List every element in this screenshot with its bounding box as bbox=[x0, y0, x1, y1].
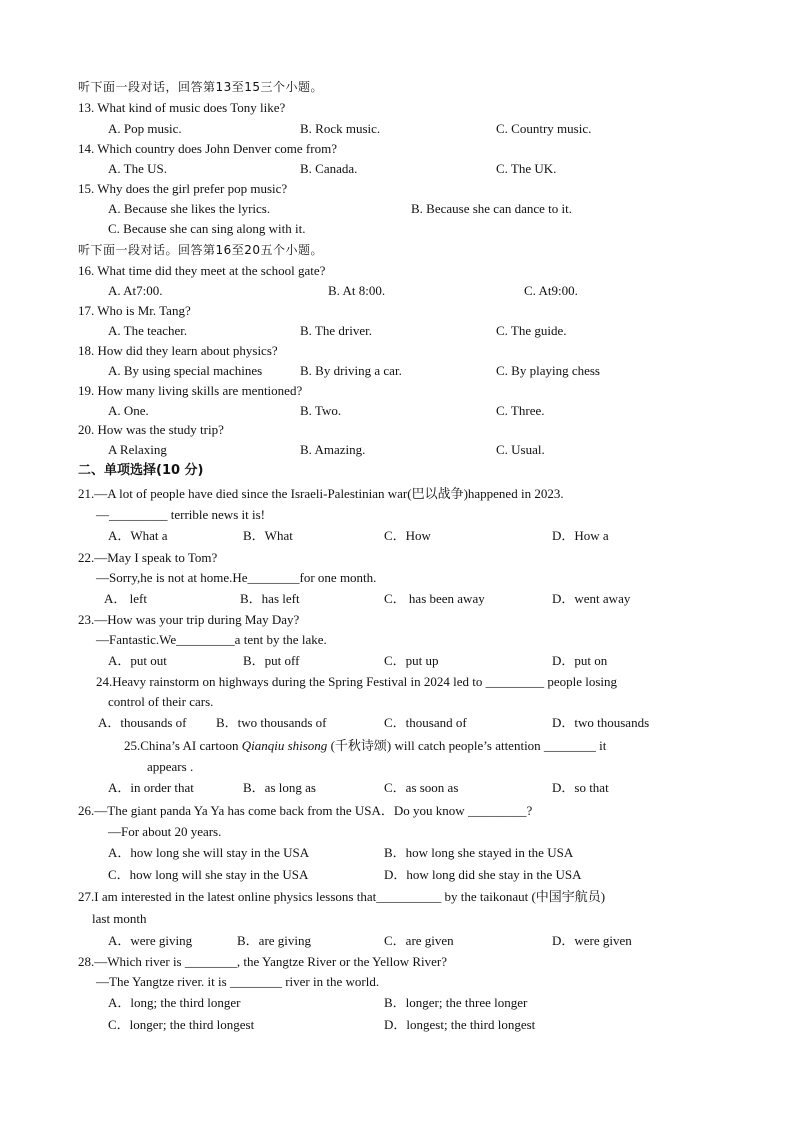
q22-option-b: B．has left bbox=[240, 591, 300, 606]
q21-option-a: A．What a bbox=[108, 528, 168, 543]
q19-option-c: C. Three. bbox=[496, 403, 545, 418]
q17-option-a: A. The teacher. bbox=[108, 323, 188, 338]
q23-option-d: D．put on bbox=[552, 653, 608, 668]
q15-option-a: A. Because she likes the lyrics. bbox=[108, 201, 271, 216]
q17-option-c: C. The guide. bbox=[496, 323, 567, 338]
q17-option-b: B. The driver. bbox=[300, 323, 372, 338]
q26-option-b: B．how long she stayed in the USA bbox=[384, 845, 574, 860]
q19-option-a: A. One. bbox=[108, 403, 149, 418]
q23-option-a: A．put out bbox=[108, 653, 167, 668]
q21-option-b: B．What bbox=[243, 528, 293, 543]
question-21-line-2: —_________ terrible news it is! bbox=[96, 507, 265, 522]
q14-option-c: C. The UK. bbox=[496, 161, 557, 176]
question-16: 16. What time did they meet at the school gate? bbox=[78, 263, 326, 278]
q13-option-c: C. Country music. bbox=[496, 121, 592, 136]
q22-option-d: D．went away bbox=[552, 591, 631, 606]
q25-option-c: C．as soon as bbox=[384, 780, 459, 795]
q21-option-c: C．How bbox=[384, 528, 431, 543]
question-25-pre: 25.China’s AI cartoon bbox=[124, 738, 242, 753]
question-24-line-2: control of their cars. bbox=[108, 694, 214, 709]
q15-option-c: C. Because she can sing along with it. bbox=[108, 221, 306, 236]
question-27: 27.I am interested in the latest online physics lessons that__________ by the taikonaut (中国宇航员) bbox=[78, 889, 606, 904]
q19-option-b: B. Two. bbox=[300, 403, 342, 418]
q23-option-b: B．put off bbox=[243, 653, 300, 668]
question-22: 22.—May I speak to Tom? bbox=[78, 550, 218, 565]
question-25-post: (千秋诗颂) will catch people’s attention ________ it bbox=[327, 738, 607, 753]
q28-option-d: D．longest; the third longest bbox=[384, 1017, 536, 1032]
q22-option-a: A． left bbox=[104, 591, 147, 606]
q18-option-a: A. By using special machines bbox=[108, 363, 263, 378]
q20-option-b: B. Amazing. bbox=[300, 442, 366, 457]
q13-option-b: B. Rock music. bbox=[300, 121, 381, 136]
q25-option-b: B．as long as bbox=[243, 780, 316, 795]
cartoon-title: Qianqiu shisong bbox=[241, 738, 328, 753]
q28-option-c: C．longer; the third longest bbox=[108, 1017, 255, 1032]
section-2-title: 二、单项选择(10 分) bbox=[78, 463, 204, 478]
q21-option-d: D．How a bbox=[552, 528, 609, 543]
q23-option-c: C．put up bbox=[384, 653, 439, 668]
q18-option-c: C. By playing chess bbox=[496, 363, 600, 378]
q14-option-b: B. Canada. bbox=[300, 161, 358, 176]
question-21: 21.—A lot of people have died since the Israeli-Palestinian war(巴以战争)happened in 2023. bbox=[78, 486, 564, 501]
question-25-line-2: appears . bbox=[147, 759, 194, 774]
q24-option-a: A．thousands of bbox=[98, 715, 187, 730]
q27-option-c: C．are given bbox=[384, 933, 454, 948]
question-22-line-2: —Sorry,he is not at home.He________for one month. bbox=[96, 570, 377, 585]
question-26-line-2: —For about 20 years. bbox=[108, 824, 222, 839]
q15-option-b: B. Because she can dance to it. bbox=[411, 201, 572, 216]
q22-option-c: C． has been away bbox=[384, 591, 485, 606]
q27-option-b: B．are giving bbox=[237, 933, 312, 948]
q16-option-a: A. At7:00. bbox=[108, 283, 163, 298]
question-24: 24.Heavy rainstorm on highways during the Spring Festival in 2024 led to _________ people losing bbox=[96, 674, 618, 689]
q13-option-a: A. Pop music. bbox=[108, 121, 182, 136]
listening-header-2: 听下面一段对话。回答第16至20五个小题。 bbox=[78, 243, 324, 257]
q27-option-d: D．were given bbox=[552, 933, 632, 948]
q25-option-a: A．in order that bbox=[108, 780, 194, 795]
q24-option-b: B．two thousands of bbox=[216, 715, 327, 730]
q25-option-d: D．so that bbox=[552, 780, 609, 795]
question-27-line-2: last month bbox=[92, 911, 147, 926]
q28-option-b: B．longer; the three longer bbox=[384, 995, 528, 1010]
question-28-line-2: —The Yangtze river. it is ________ river in the world. bbox=[96, 974, 380, 989]
q28-option-a: A．long; the third longer bbox=[108, 995, 241, 1010]
question-19: 19. How many living skills are mentioned? bbox=[78, 383, 303, 398]
question-25 bbox=[124, 738, 606, 754]
question-28: 28.—Which river is ________, the Yangtze River or the Yellow River? bbox=[78, 954, 448, 969]
question-15: 15. Why does the girl prefer pop music? bbox=[78, 181, 288, 196]
question-14: 14. Which country does John Denver come from? bbox=[78, 141, 337, 156]
question-17: 17. Who is Mr. Tang? bbox=[78, 303, 191, 318]
q16-option-b: B. At 8:00. bbox=[328, 283, 386, 298]
question-13: 13. What kind of music does Tony like? bbox=[78, 100, 286, 115]
question-20: 20. How was the study trip? bbox=[78, 422, 224, 437]
q24-option-c: C．thousand of bbox=[384, 715, 467, 730]
q26-option-c: C．how long will she stay in the USA bbox=[108, 867, 309, 882]
question-26: 26.—The giant panda Ya Ya has come back from the USA．Do you know _________? bbox=[78, 803, 533, 818]
q24-option-d: D．two thousands bbox=[552, 715, 650, 730]
q26-option-d: D．how long did she stay in the USA bbox=[384, 867, 582, 882]
question-23-line-2: —Fantastic.We_________a tent by the lake. bbox=[96, 632, 327, 647]
q16-option-c: C. At9:00. bbox=[524, 283, 578, 298]
q18-option-b: B. By driving a car. bbox=[300, 363, 402, 378]
question-18: 18. How did they learn about physics? bbox=[78, 343, 278, 358]
question-23: 23.—How was your trip during May Day? bbox=[78, 612, 300, 627]
q20-option-c: C. Usual. bbox=[496, 442, 545, 457]
q14-option-a: A. The US. bbox=[108, 161, 167, 176]
q27-option-a: A．were giving bbox=[108, 933, 193, 948]
listening-header-1: 听下面一段对话，回答第13至15三个小题。 bbox=[78, 80, 324, 94]
q20-option-a: A Relaxing bbox=[108, 442, 167, 457]
q26-option-a: A．how long she will stay in the USA bbox=[108, 845, 310, 860]
